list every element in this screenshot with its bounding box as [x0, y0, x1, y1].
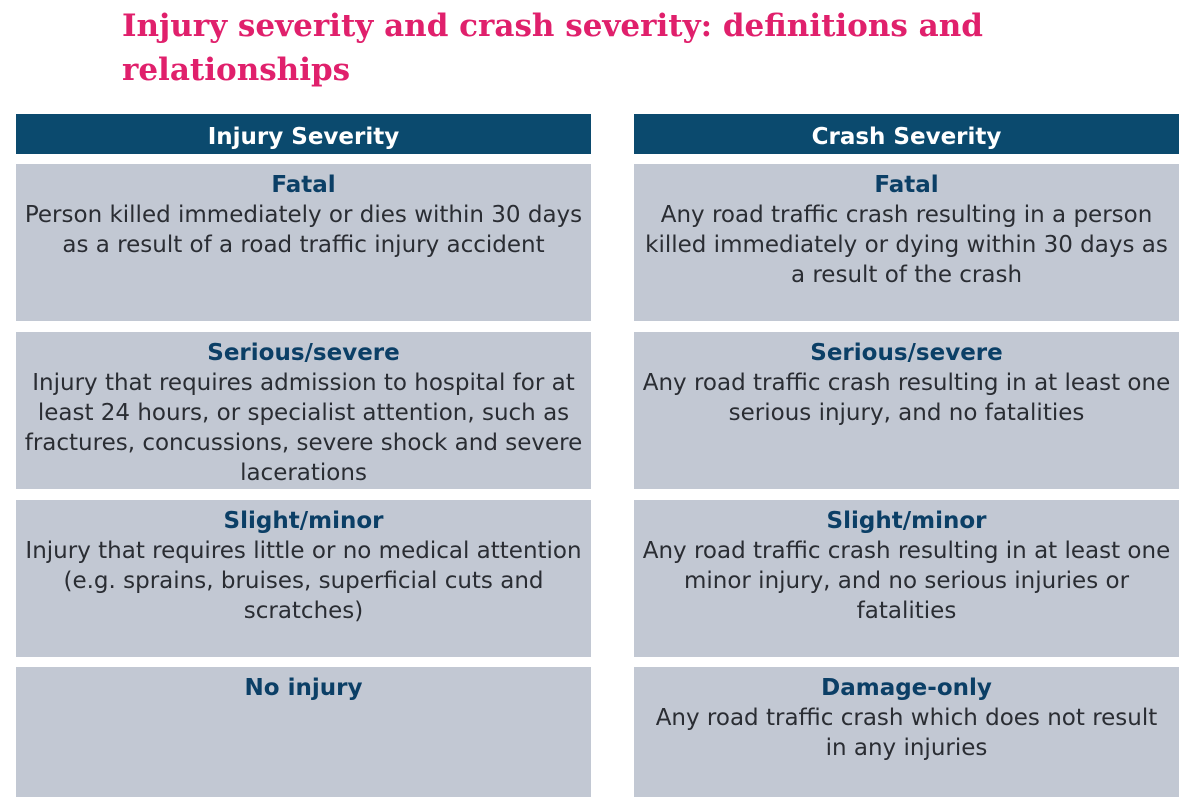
- crash-fatal-heading: Fatal: [874, 172, 939, 198]
- page-title: Injury severity and crash severity: definitions and relationships: [122, 8, 983, 88]
- injury-serious-heading: Serious/severe: [207, 340, 400, 366]
- crash-severity-column: [634, 114, 1179, 761]
- injury-slight-heading: Slight/minor: [223, 508, 384, 534]
- crash-serious-card: [634, 332, 1179, 489]
- crash-damage-only-description: Any road traffic crash which does not result in any injuries: [655, 705, 1158, 761]
- injury-none-card: [16, 667, 591, 797]
- crash-serious-description: Any road traffic crash resulting in at least one serious injury, and no fatalities: [642, 370, 1171, 426]
- crash-serious-heading: Serious/severe: [810, 340, 1003, 366]
- injury-slight-description: Injury that requires little or no medical attention (e.g. sprains, bruises, superficial cuts and scratches): [25, 538, 582, 624]
- injury-severity-header: Injury Severity: [16, 114, 591, 154]
- injury-serious-description: Injury that requires admission to hospital for at least 24 hours, or specialist attention, such as fractures, concussions, severe shock and severe lacerations: [24, 370, 583, 486]
- crash-slight-card: [634, 500, 1179, 657]
- crash-fatal-description: Any road traffic crash resulting in a person killed immediately or dying within 30 days as a result of the crash: [645, 202, 1168, 288]
- injury-fatal-heading: Fatal: [271, 172, 336, 198]
- crash-damage-only-heading: Damage-only: [821, 675, 992, 701]
- injury-fatal-description: Person killed immediately or dies within 30 days as a result of a road traffic injury accident: [24, 202, 583, 258]
- injury-serious-card: [16, 332, 591, 489]
- injury-slight-card: [16, 500, 591, 657]
- crash-slight-description: Any road traffic crash resulting in at least one minor injury, and no serious injuries or fatalities: [642, 538, 1171, 624]
- injury-fatal-card: [16, 164, 591, 321]
- injury-none-heading: No injury: [244, 675, 363, 701]
- injury-severity-column: [16, 114, 591, 701]
- crash-damage-only-card: [634, 667, 1179, 797]
- crash-slight-heading: Slight/minor: [826, 508, 987, 534]
- crash-severity-header: Crash Severity: [634, 114, 1179, 154]
- crash-fatal-card: [634, 164, 1179, 321]
